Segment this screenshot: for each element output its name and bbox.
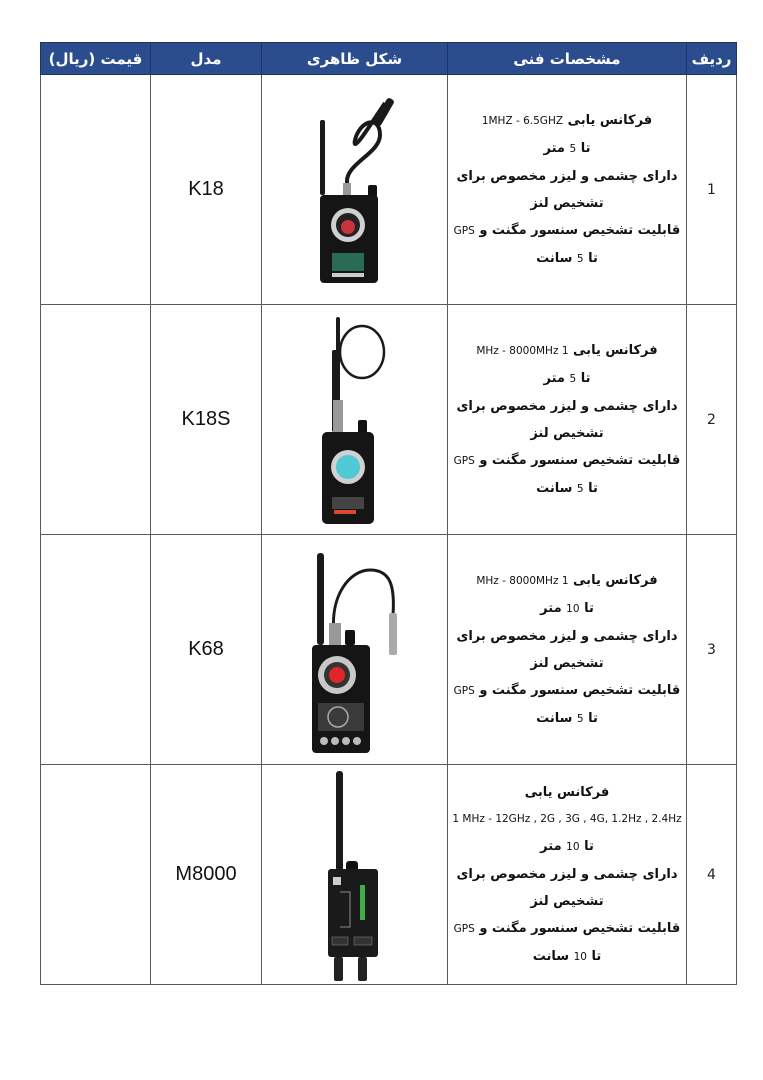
magnet-line: قابلیت تشخیص سنسور مگنت و GPS [453, 222, 681, 238]
header-appearance: شکل ظاهری [262, 43, 448, 75]
model-cell: K18S [151, 305, 262, 535]
price-cell [41, 765, 151, 985]
range-line: تا 5 متر [543, 370, 591, 386]
magnet-range-line: تا 10 سانت [532, 948, 602, 964]
laser-line-2: تشخیص لنز [530, 655, 604, 671]
magnet-range-line: تا 5 سانت [536, 710, 598, 726]
specs-cell [448, 765, 687, 985]
model-cell: K18 [151, 75, 262, 305]
table-row [41, 75, 737, 305]
row-number-cell: 4 [687, 765, 737, 985]
range-line: تا 10 متر [540, 838, 594, 854]
m8000-detector-image [262, 765, 448, 985]
product-spec-table [40, 42, 737, 985]
laser-line-2: تشخیص لنز [530, 425, 604, 441]
range-line: تا 5 متر [543, 140, 591, 156]
k18-detector-image [262, 75, 448, 305]
header-specs: مشخصات فنی [448, 43, 687, 75]
detector-icon [300, 545, 410, 755]
frequency-line: فرکانس یابی 1 MHz - 8000MHz [476, 342, 658, 358]
specs-cell [448, 305, 687, 535]
range-line: تا 10 متر [540, 600, 594, 616]
k18s-detector-image [262, 305, 448, 535]
laser-line-1: دارای چشمی و لیزر مخصوص برای [456, 168, 678, 184]
row-number-cell: 1 [687, 75, 737, 305]
laser-line-2: تشخیص لنز [530, 893, 604, 909]
row-number-cell: 2 [687, 305, 737, 535]
laser-line-1: دارای چشمی و لیزر مخصوص برای [456, 628, 678, 644]
detector-icon [310, 95, 400, 285]
table-row [41, 765, 737, 985]
detector-icon [310, 312, 400, 527]
header-model: مدل [151, 43, 262, 75]
magnet-range-line: تا 5 سانت [536, 480, 598, 496]
header-price: قیمت (ریال) [41, 43, 151, 75]
frequency-line: فرکانس یابی 1 MHz - 8000MHz [476, 572, 658, 588]
magnet-line: قابلیت تشخیص سنسور مگنت و GPS [453, 920, 681, 936]
detector-icon [320, 767, 390, 982]
price-cell [41, 75, 151, 305]
header-row-number: ردیف [687, 43, 737, 75]
price-cell [41, 535, 151, 765]
model-cell: K68 [151, 535, 262, 765]
magnet-line: قابلیت تشخیص سنسور مگنت و GPS [453, 452, 681, 468]
model-cell: M8000 [151, 765, 262, 985]
table-row [41, 535, 737, 765]
frequency-label-line: فرکانس یابی [524, 784, 610, 800]
frequency-value-line: 1 MHz - 12GHz , 2G , 3G , 4G, 1.2Hz , 2.4Hz [452, 812, 682, 825]
k68-detector-image [262, 535, 448, 765]
price-cell [41, 305, 151, 535]
laser-line-2: تشخیص لنز [530, 195, 604, 211]
specs-cell [448, 75, 687, 305]
table-header-row [41, 43, 737, 75]
laser-line-1: دارای چشمی و لیزر مخصوص برای [456, 398, 678, 414]
row-number-cell: 3 [687, 535, 737, 765]
magnet-range-line: تا 5 سانت [536, 250, 598, 266]
specs-cell [448, 535, 687, 765]
laser-line-1: دارای چشمی و لیزر مخصوص برای [456, 866, 678, 882]
magnet-line: قابلیت تشخیص سنسور مگنت و GPS [453, 682, 681, 698]
frequency-line: فرکانس یابی 1MHZ - 6.5GHZ [481, 112, 653, 128]
table-row [41, 305, 737, 535]
